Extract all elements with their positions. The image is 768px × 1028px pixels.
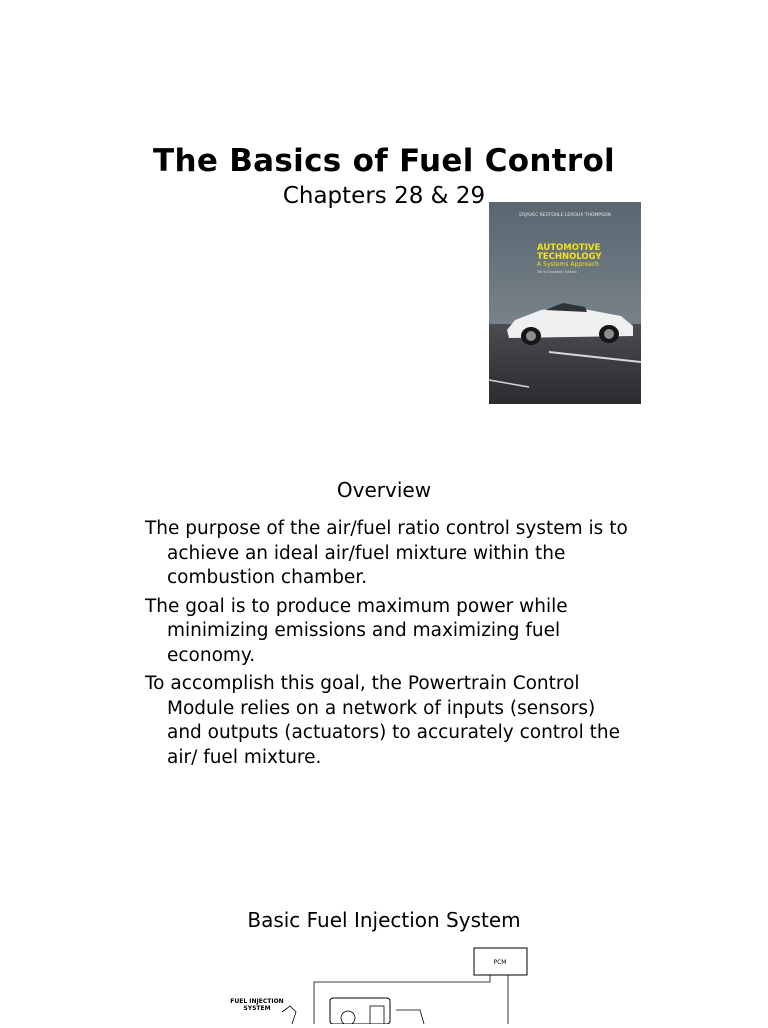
cover-edition: Third Canadian Edition [537, 270, 577, 274]
cover-authors: ERJAVEC RESTOULE LEROUX THOMPSON [519, 213, 611, 218]
cover-title-line2: TECHNOLOGY [537, 252, 602, 262]
slide-subtitle: Chapters 28 & 29 [282, 183, 486, 209]
list-item: To accomplish this goal, the Powertrain Control Module relies on a network of inputs (sensors) and outputs (actuators) to accurately control the air/ fuel mixture. [145, 673, 620, 768]
list-item: The goal is to produce maximum power while minimizing emissions and maximizing fuel economy. [145, 595, 568, 666]
injection-heading: Basic Fuel Injection System [247, 908, 521, 932]
fuel-injection-diagram [220, 940, 550, 1024]
cover-title-line1: AUTOMOTIVE [537, 243, 601, 253]
cover-subtitle: A Systems Approach [537, 261, 599, 268]
system-label-line2: SYSTEM [243, 1005, 271, 1012]
book-cover-image [489, 202, 641, 404]
overview-heading: Overview [336, 478, 432, 502]
pcm-label: PCM [493, 959, 507, 966]
slide-title: The Basics of Fuel Control [153, 143, 615, 179]
overview-list [145, 517, 635, 774]
system-label-line1: FUEL INJECTION [230, 998, 284, 1005]
list-item: The purpose of the air/fuel ratio control system is to achieve an ideal air/fuel mixture within the combustion chamber. [145, 518, 628, 588]
